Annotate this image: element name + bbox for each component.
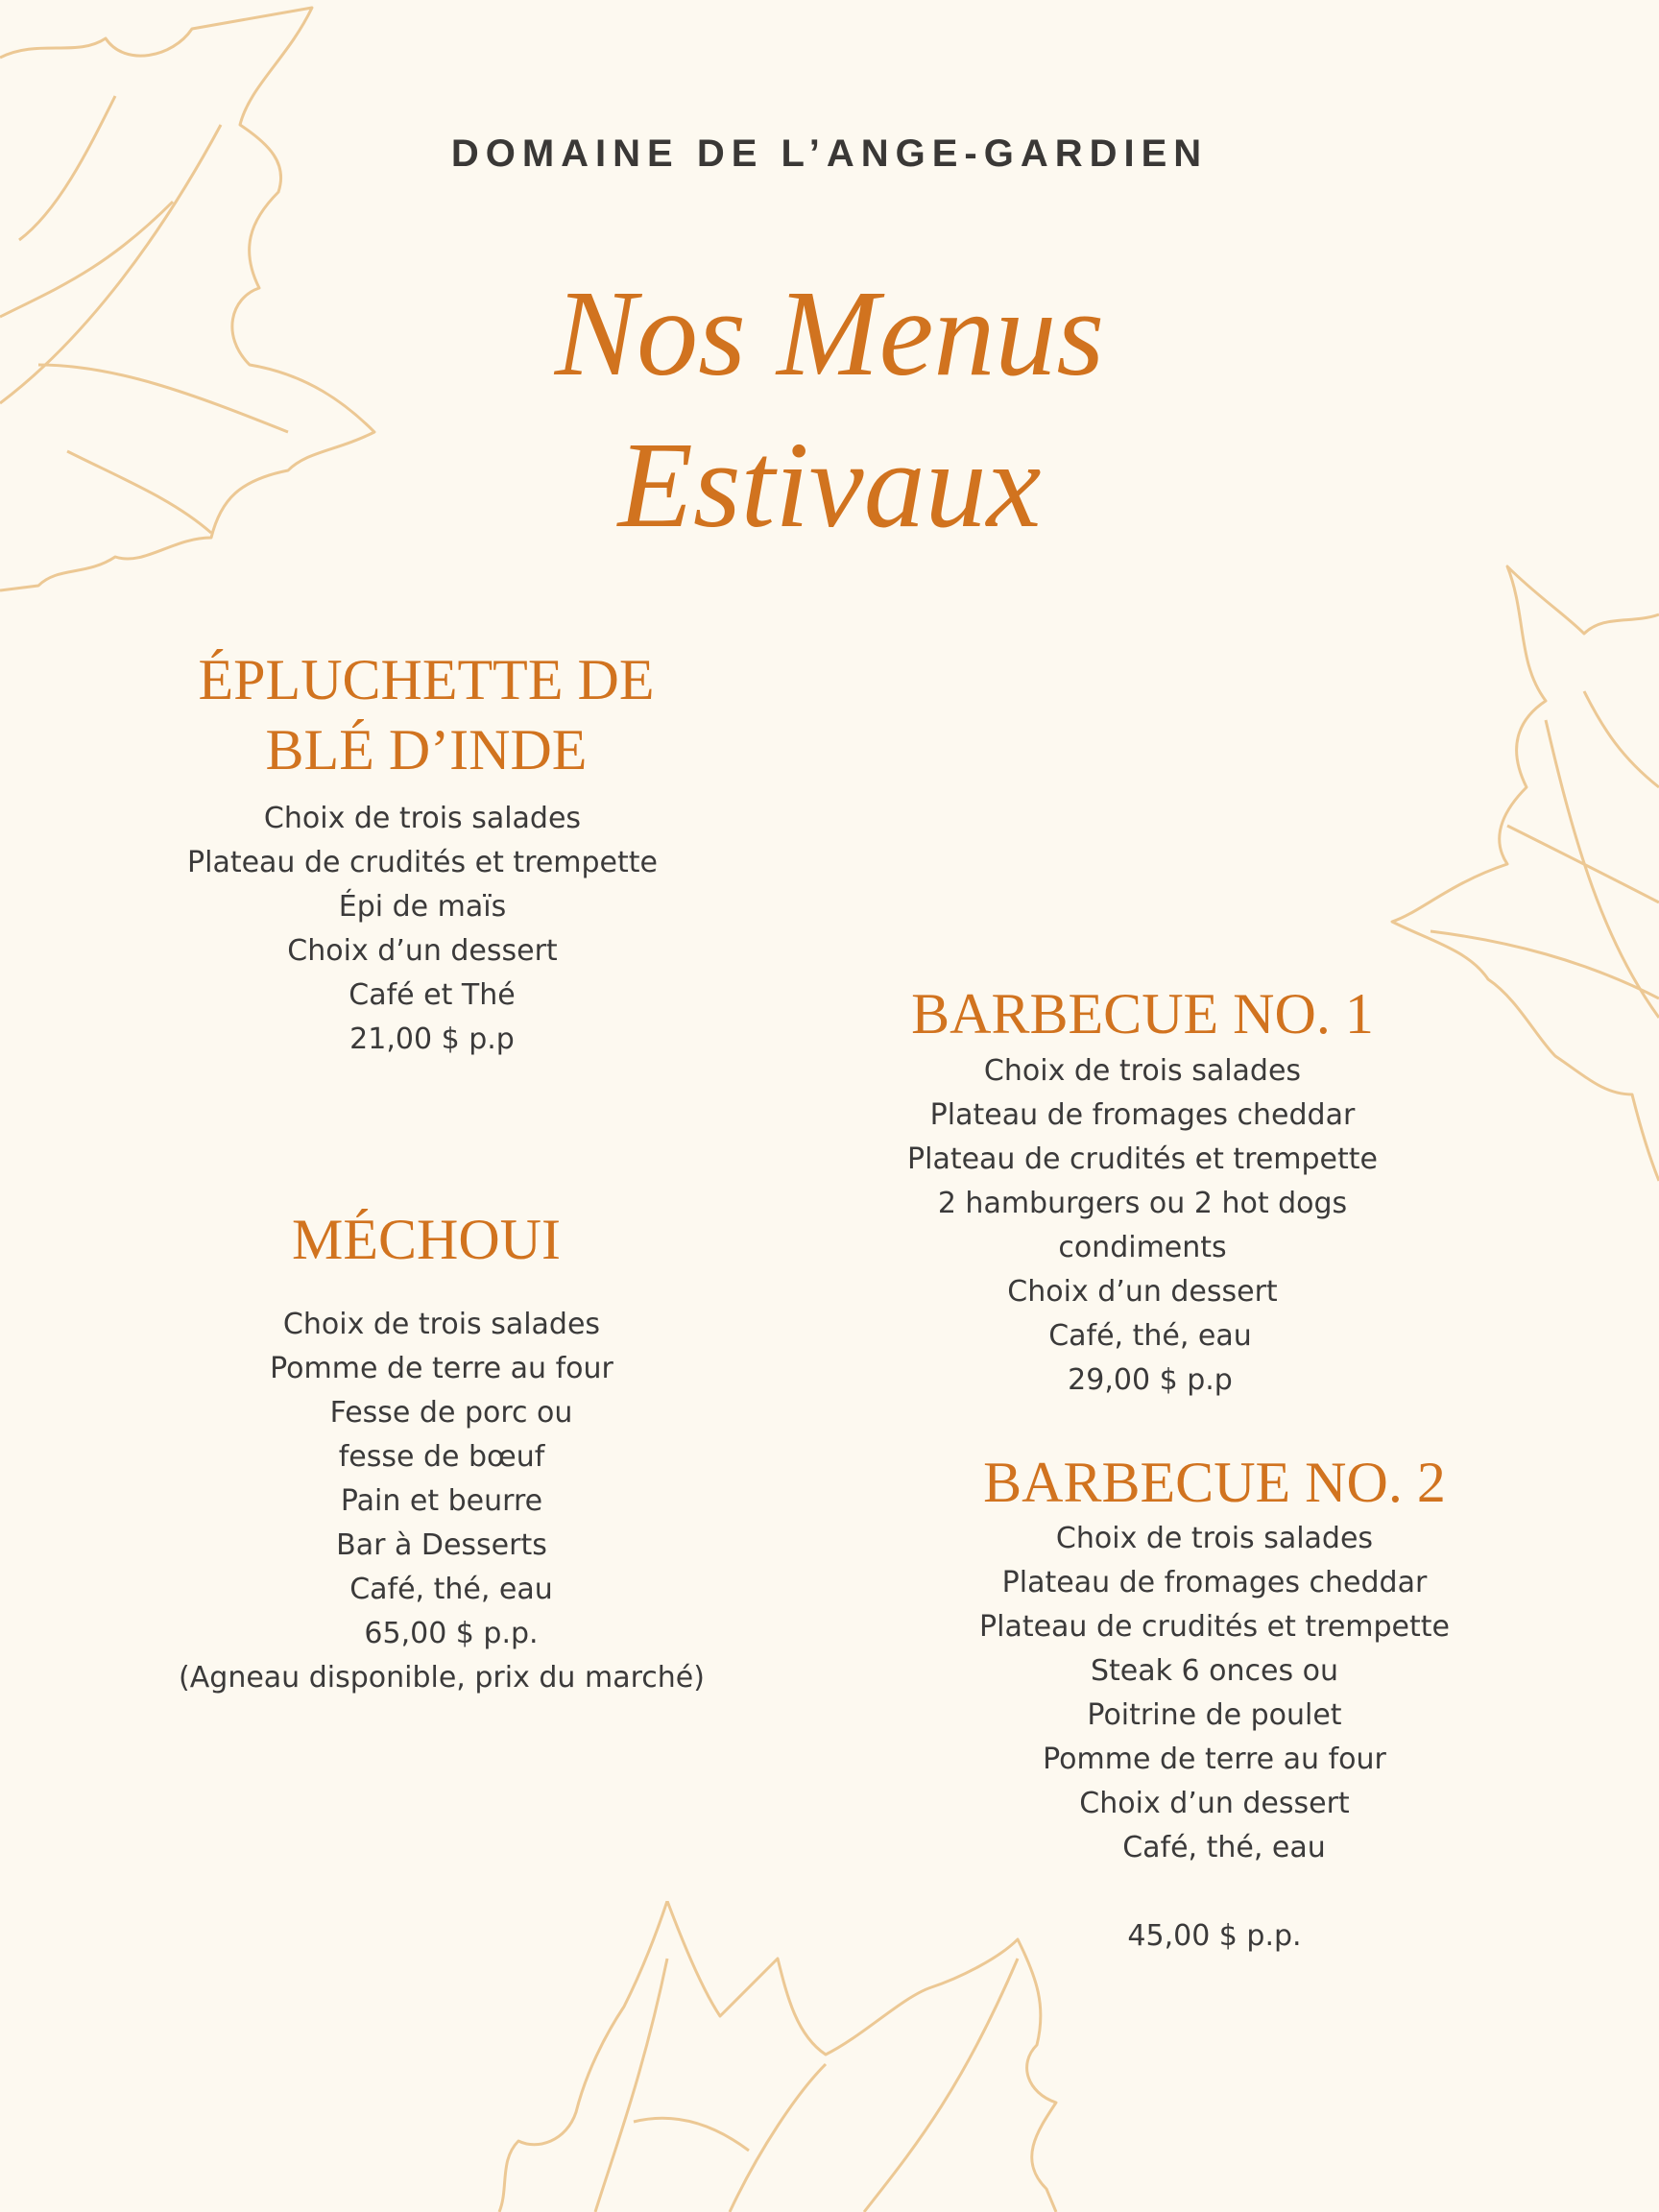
brand-name: DOMAINE DE L’ANGE-GARDIEN [450,132,1209,175]
menu-items-mechoui [106,1303,778,1700]
menu-heading-line-1: ÉPLUCHETTE DE [198,648,655,711]
menu-item: Café, thé, eau [349,1573,553,1606]
menu-heading-line-2: BLÉ D’INDE [265,718,588,781]
menu-item: Fesse de porc ou [329,1396,573,1430]
menu-item: Pomme de terre au four [1043,1743,1386,1776]
menu-heading-line-1: BARBECUE NO. 1 [911,982,1374,1046]
menu-items-epluchette [106,797,739,1062]
menu-item: Plateau de crudités et trempette [187,846,658,879]
page-title-line-1: Nos Menus [554,265,1105,401]
menu-item: 2 hamburgers ou 2 hot dogs [937,1187,1348,1220]
menu-item: Choix de trois salades [282,1308,601,1341]
menu-item: Épi de maïs [338,890,507,924]
menu-heading-line-1: BARBECUE NO. 2 [983,1451,1446,1514]
menu-item: Plateau de crudités et trempette [907,1142,1378,1176]
menu-item: Café et Thé [349,978,516,1012]
menu-item: Choix d’un dessert [1079,1787,1350,1820]
menu-item: condiments [1058,1231,1227,1264]
menu-note: (Agneau disponible, prix du marché) [179,1661,705,1695]
menu-item: Pain et beurre [340,1484,543,1518]
menu-item: Plateau de crudités et trempette [979,1610,1450,1644]
menu-item: Choix de trois salades [1055,1522,1374,1555]
menu-item: Bar à Desserts [336,1528,547,1562]
menu-heading-barbecue-2 [898,1448,1531,1518]
menu-heading-barbecue-1 [826,979,1459,1049]
menu-items-barbecue-1 [826,1049,1459,1403]
menu-item: Pomme de terre au four [270,1352,613,1385]
menu-item: Café, thé, eau [1122,1831,1326,1864]
menu-item: Choix de trois salades [983,1054,1302,1088]
menu-heading-mechoui [106,1205,747,1275]
menu-price: 21,00 $ p.p [349,1022,515,1056]
menu-price: 65,00 $ p.p. [364,1617,539,1650]
menu-item: Plateau de fromages cheddar [929,1098,1356,1132]
menu-item: Café, thé, eau [1048,1319,1252,1353]
menu-price: 45,00 $ p.p. [1127,1919,1302,1953]
menu-item: Plateau de fromages cheddar [1001,1566,1428,1599]
menu-heading-line-1: MÉCHOUI [292,1208,561,1271]
menu-item: Steak 6 onces ou [1090,1654,1339,1688]
menu-heading-epluchette [106,645,747,785]
menu-item: Poitrine de poulet [1087,1698,1342,1732]
menu-item: Choix d’un dessert [287,934,558,968]
menu-item: Choix de trois salades [263,802,582,835]
menu-price: 29,00 $ p.p [1068,1363,1233,1397]
page-title-line-2: Estivaux [617,417,1042,553]
menu-item: fesse de bœuf [338,1440,545,1474]
menu-items-barbecue-2 [898,1517,1531,1959]
menu-item: Choix d’un dessert [1007,1275,1278,1309]
page-title [0,257,1659,561]
